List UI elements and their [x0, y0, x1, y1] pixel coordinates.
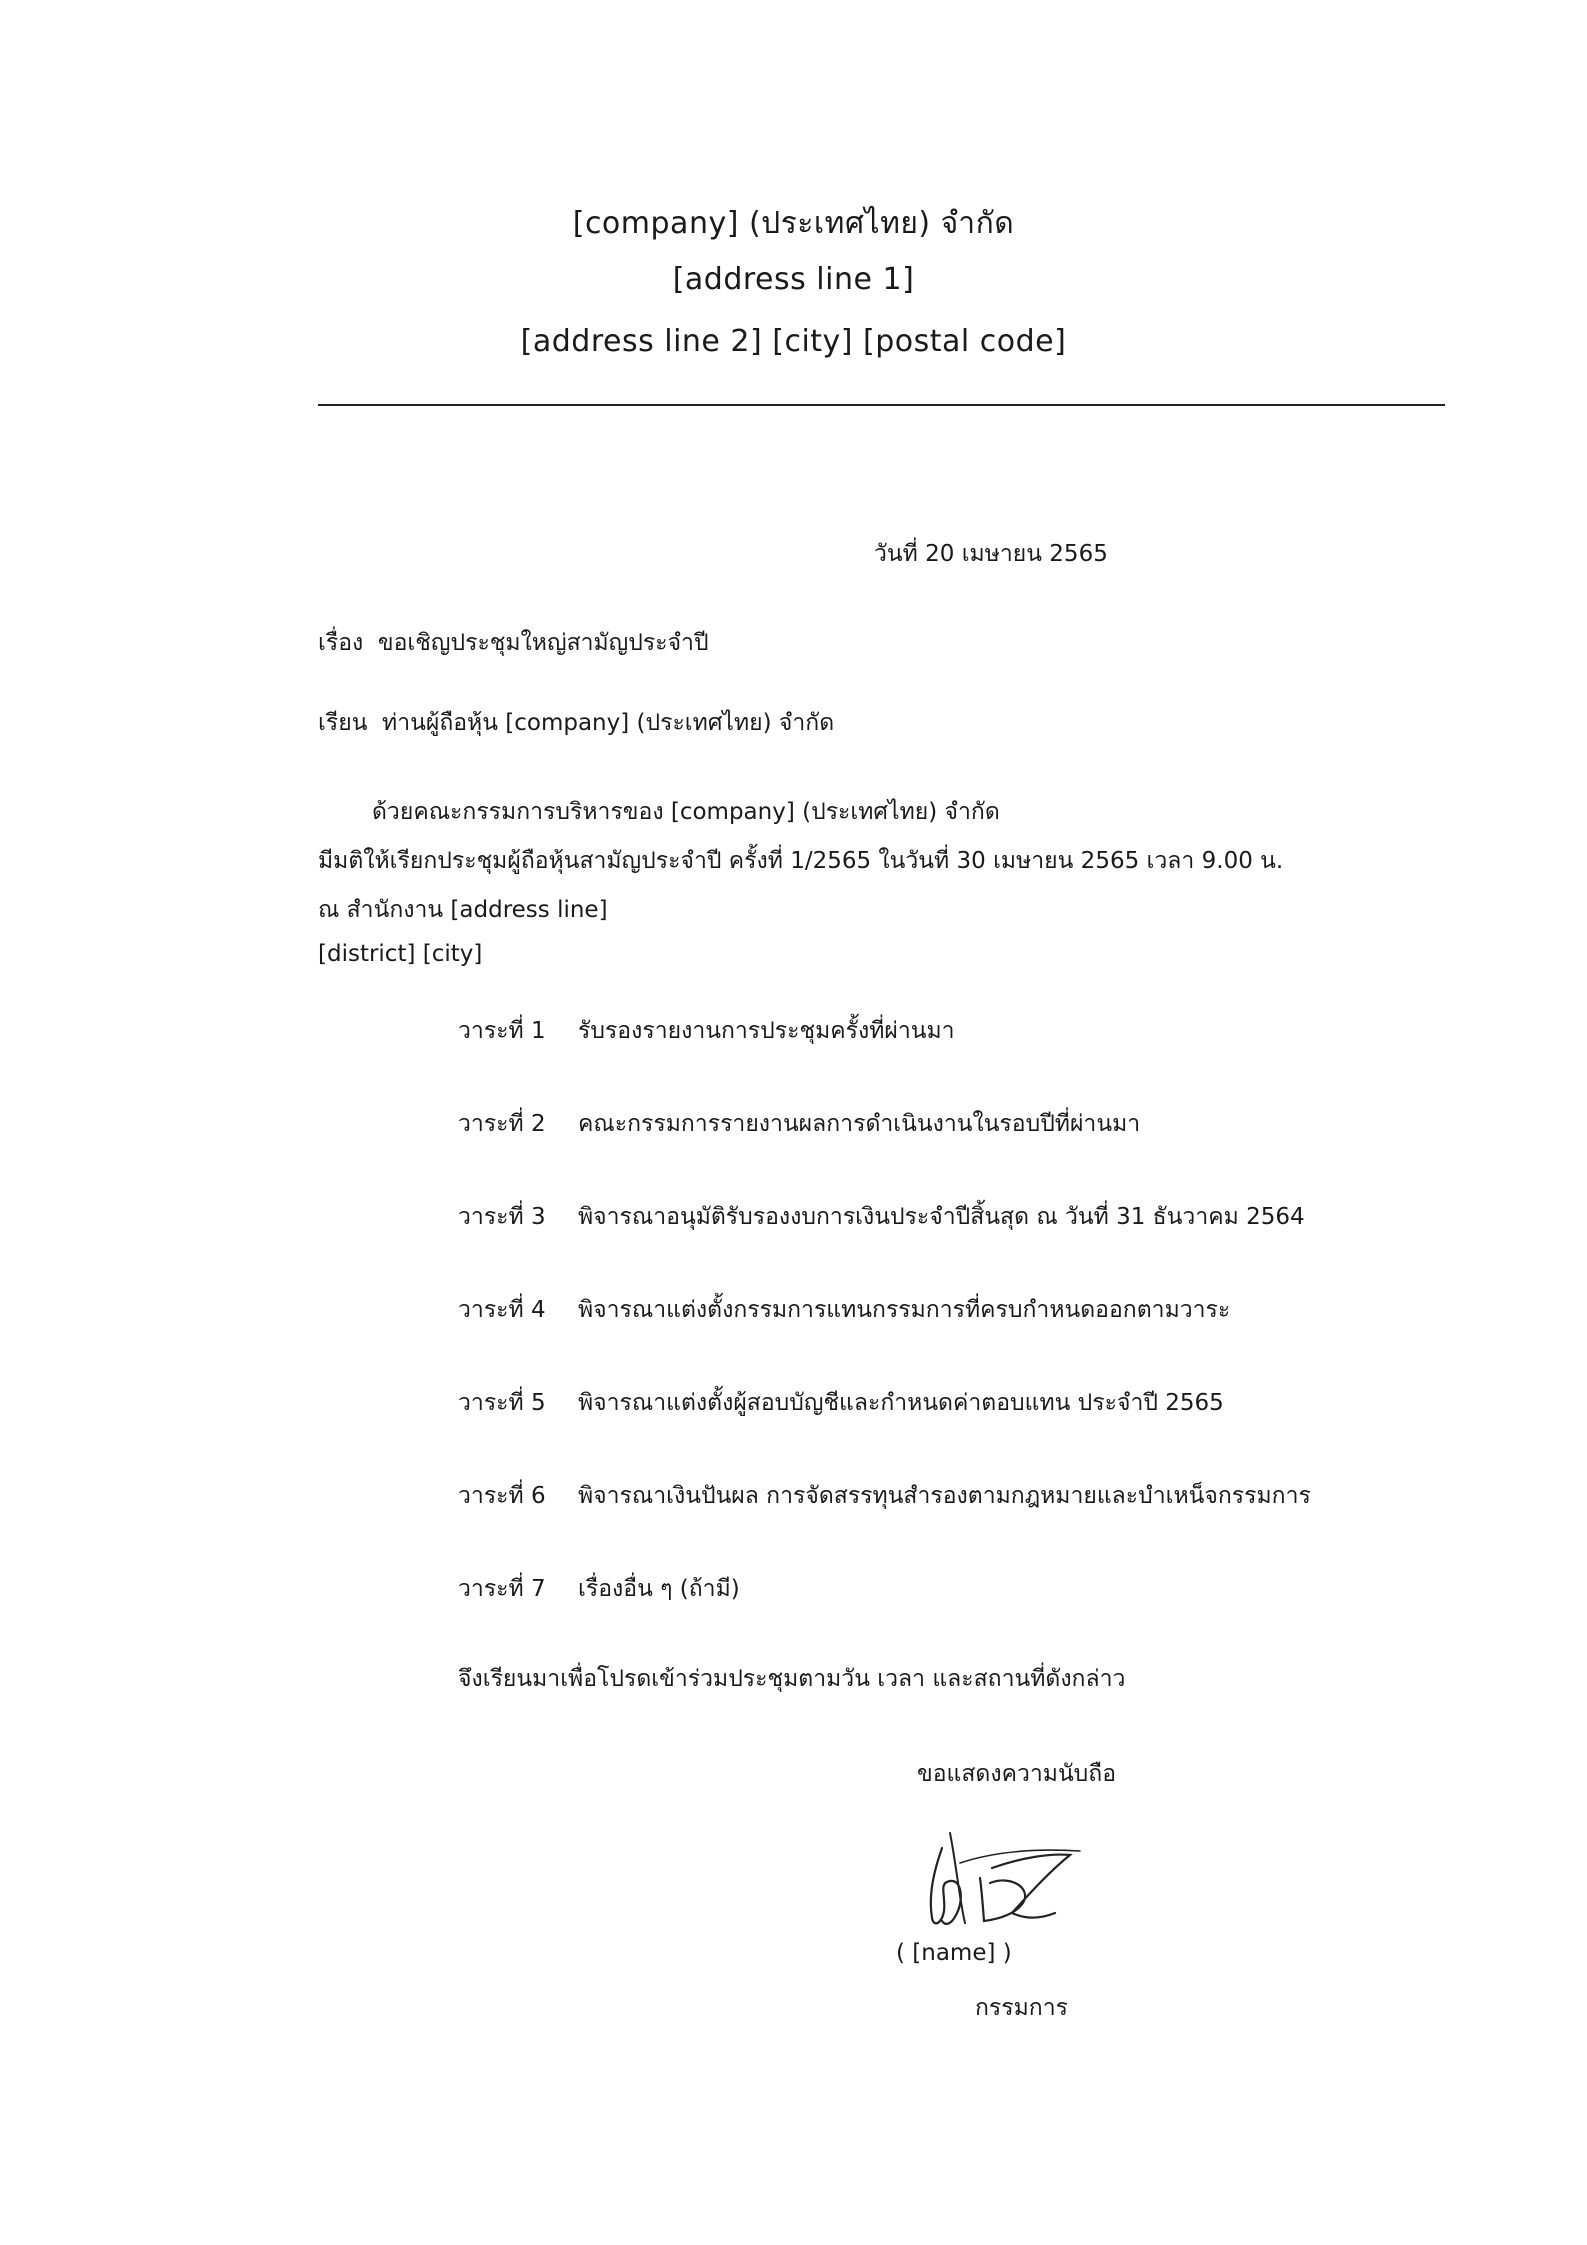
agenda-item-3: [458, 1199, 1305, 1235]
agenda-text: พิจารณาแต่งตั้งผู้สอบบัญชีและกำหนดค่าตอบแทน ประจำปี 2565: [578, 1390, 1224, 1416]
body-line-2: มีมติให้เรียกประชุมผู้ถือหุ้นสามัญประจำปี ครั้งที่ 1/2565 ในวันที่ 30 เมษายน 2565 เวลา 9.00 น.: [318, 848, 1284, 874]
recipient-line: [318, 705, 834, 741]
subject-line: [318, 625, 709, 661]
body-line-4: [district] [city]: [318, 941, 483, 967]
agenda-text: พิจารณาเงินปันผล การจัดสรรทุนสำรองตามกฎหมายและบำเหน็จกรรมการ: [578, 1483, 1311, 1509]
signatory-name: ( [name] ): [896, 1940, 1012, 1966]
company-address-line1: [address line 1]: [672, 262, 915, 297]
body-line-3: ณ สำนักงาน [address line]: [318, 897, 608, 923]
agenda-number: วาระที่ 1: [458, 1018, 546, 1044]
agenda-number: วาระที่ 5: [458, 1390, 546, 1416]
agenda-item-6: [458, 1478, 1311, 1514]
letter-date: วันที่ 20 เมษายน 2565: [874, 541, 1108, 567]
agenda-text: พิจารณาอนุมัติรับรองงบการเงินประจำปีสิ้นสุด ณ วันที่ 31 ธันวาคม 2564: [578, 1204, 1305, 1230]
agenda-number: วาระที่ 2: [458, 1111, 546, 1137]
recipient-label: เรียน: [318, 710, 368, 736]
recipient-text: ท่านผู้ถือหุ้น [company] (ประเทศไทย) จำกัด: [382, 710, 835, 736]
agenda-item-1: [458, 1013, 955, 1049]
agenda-item-5: [458, 1385, 1224, 1421]
closing-line: จึงเรียนมาเพื่อโปรดเข้าร่วมประชุมตามวัน เวลา และสถานที่ดังกล่าว: [458, 1666, 1126, 1692]
agenda-text: คณะกรรมการรายงานผลการดำเนินงานในรอบปีที่ผ่านมา: [578, 1111, 1141, 1137]
regards-line: ขอแสดงความนับถือ: [917, 1761, 1117, 1787]
agenda-number: วาระที่ 6: [458, 1483, 546, 1509]
agenda-number: วาระที่ 4: [458, 1297, 546, 1323]
agenda-item-7: [458, 1571, 740, 1607]
company-address-line2: [address line 2] [city] [postal code]: [520, 324, 1067, 359]
agenda-item-4: [458, 1292, 1230, 1328]
signatory-position: กรรมการ: [975, 1995, 1068, 2021]
agenda-item-2: [458, 1106, 1140, 1142]
agenda-number: วาระที่ 3: [458, 1204, 546, 1230]
header-divider: [318, 404, 1445, 406]
subject-label: เรื่อง: [318, 630, 364, 656]
agenda-text: เรื่องอื่น ๆ (ถ้ามี): [578, 1576, 740, 1602]
agenda-text: รับรองรายงานการประชุมครั้งที่ผ่านมา: [578, 1018, 955, 1044]
company-name: [company] (ประเทศไทย) จำกัด: [572, 206, 1015, 241]
subject-text: ขอเชิญประชุมใหญ่สามัญประจำปี: [377, 630, 709, 656]
handwritten-signature: [920, 1823, 1090, 1943]
agenda-number: วาระที่ 7: [458, 1576, 546, 1602]
body-line-1: ด้วยคณะกรรมการบริหารของ [company] (ประเทศไทย) จำกัด: [372, 799, 1000, 825]
agenda-text: พิจารณาแต่งตั้งกรรมการแทนกรรมการที่ครบกำหนดออกตามวาระ: [578, 1297, 1231, 1323]
